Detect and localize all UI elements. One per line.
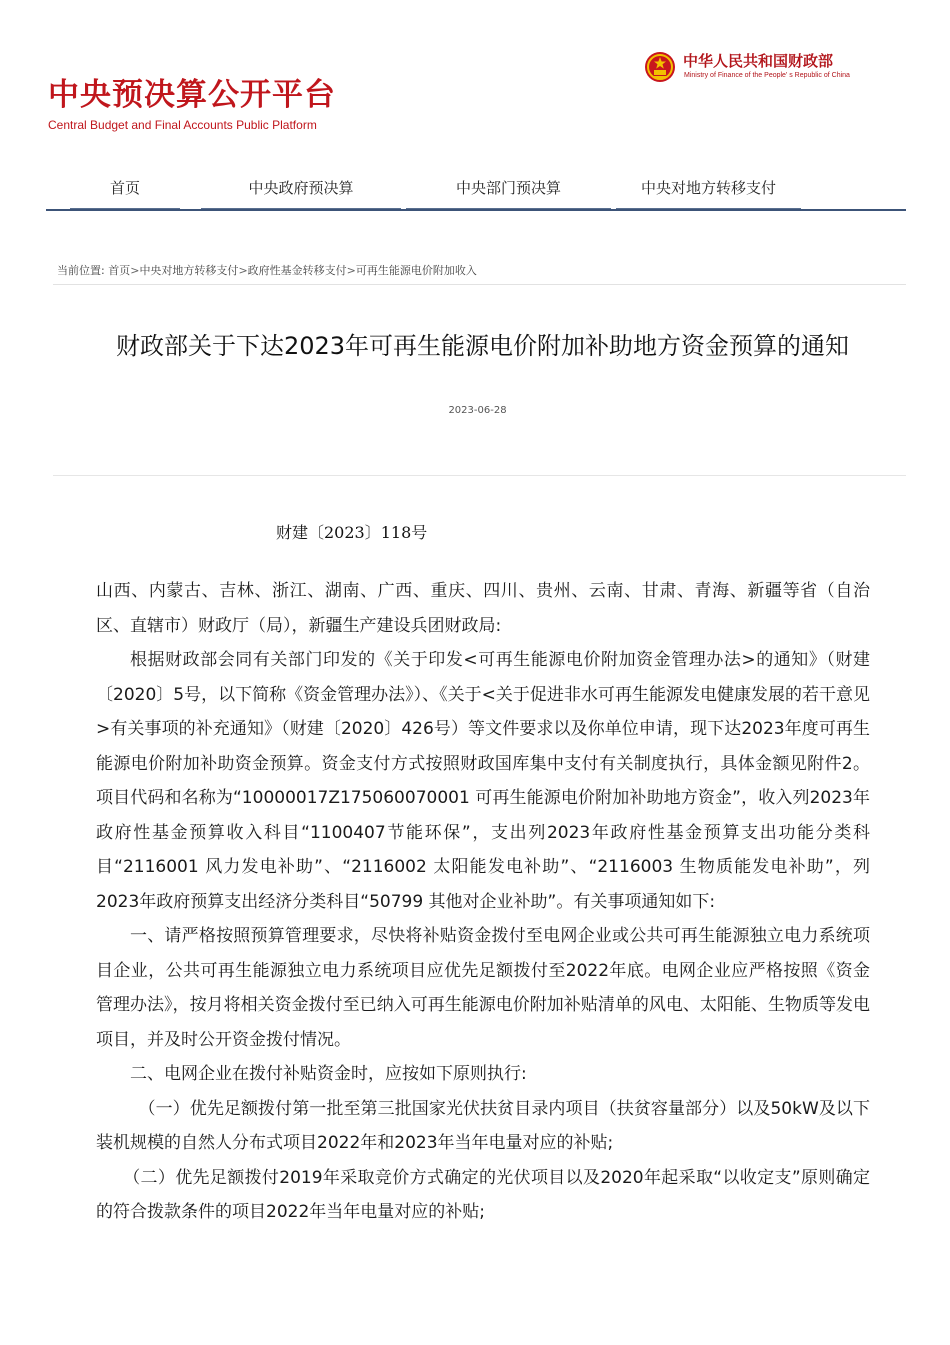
ministry-name-en: Ministry of Finance of the People' s Republic of China — [684, 72, 850, 79]
body-paragraph: （二）优先足额拨付2019年采取竞价方式确定的光伏项目以及2020年起采取“以收定支”原则确定的符合拨款条件的项目2022年当年电量对应的补贴; — [96, 1167, 870, 1222]
page-title: 财政部关于下达2023年可再生能源电价附加补助地方资金预算的通知 — [115, 332, 850, 360]
publish-date: 2023-06-28 — [448, 405, 507, 416]
body-paragraph: （一）优先足额拨付第一批至第三批国家光伏扶贫目录内项目（扶贫容量部分）以及50kW及以下装机规模的自然人分布式项目2022年和2023年当年电量对应的补贴; — [96, 1098, 870, 1153]
breadcrumb-separator: > — [238, 264, 248, 277]
breadcrumb-link-fund-transfer[interactable]: 政府性基金转移支付 — [247, 264, 347, 277]
ministry-logo[interactable] — [644, 50, 904, 86]
article-body — [96, 574, 870, 1230]
breadcrumb-prefix: 当前位置: — [57, 264, 105, 277]
breadcrumb-link-home[interactable]: 首页 — [108, 264, 131, 277]
body-paragraph: 一、请严格按照预算管理要求，尽快将补贴资金拨付至电网企业或公共可再生能源独立电力系统项目企业，公共可再生能源独立电力系统项目应优先足额拨付至2022年底。电网企业应严格按照《资金管理办法》，按月将相关资金拨付至已纳入可再生能源电价附加补贴清单的风电、太阳能、生物质等发电项目，并及时公开资金拨付情况。 — [96, 926, 870, 1050]
nav-item-central-government-budget[interactable]: 中央政府预决算 — [201, 168, 401, 210]
nav-item-home[interactable]: 首页 — [70, 168, 180, 210]
body-paragraph: 二、电网企业在拨付补贴资金时，应按如下原则执行: — [130, 1064, 527, 1084]
breadcrumb-separator: > — [346, 264, 356, 277]
ministry-name-cn: 中华人民共和国财政部 — [683, 52, 834, 70]
breadcrumb — [57, 262, 477, 278]
site-header — [0, 0, 950, 160]
addressee-paragraph: 山西、内蒙古、吉林、浙江、湖南、广西、重庆、四川、贵州、云南、甘肃、青海、新疆等省（自治区、直辖市）财政厅（局），新疆生产建设兵团财政局: — [96, 581, 870, 636]
platform-logo-subtitle: Central Budget and Final Accounts Public Platform — [48, 118, 317, 132]
nav-item-transfer-payments[interactable]: 中央对地方转移支付 — [616, 168, 801, 210]
document-number: 财建〔2023〕118号 — [276, 523, 428, 542]
body-paragraph: 根据财政部会同有关部门印发的《关于印发<可再生能源电价附加资金管理办法>的通知》（财建〔2020〕5号，以下简称《资金管理办法》）、《关于<关于促进非水可再生能源发电健康发展的若干意见>有关事项的补充通知》（财建〔2020〕426号）等文件要求以及你单位申请，现下达2023年度可再生能源电价附加补助资金预算。资金支付方式按照财政国库集中支付有关制度执行，具体金额见附件2。项目代码和名称为“10000017Z175060070001 可再生能源电价附加补助地方资金”，收入列2023年政府性基金预算收入科目“1100407节能环保”，支出列2023年政府性基金预算支出功能分类科目“2116001 风力发电补助”、“2116002 太阳能发电补助”、“2116003 生物质能发电补助”，列2023年政府预算支出经济分类科目“50799 其他对企业补助”。有关事项通知如下: — [96, 650, 870, 912]
nav-item-central-department-budget[interactable]: 中央部门预决算 — [406, 168, 611, 210]
breadcrumb-separator: > — [130, 264, 140, 277]
main-navigation — [46, 168, 906, 212]
title-divider — [53, 475, 906, 476]
breadcrumb-link-current[interactable]: 可再生能源电价附加收入 — [355, 264, 477, 277]
platform-logo-title[interactable]: 中央预决算公开平台 — [48, 77, 336, 113]
breadcrumb-divider — [53, 284, 906, 285]
nav-divider — [46, 209, 906, 211]
national-emblem-icon — [644, 50, 676, 84]
breadcrumb-link-transfer-payments[interactable]: 中央对地方转移支付 — [139, 264, 239, 277]
